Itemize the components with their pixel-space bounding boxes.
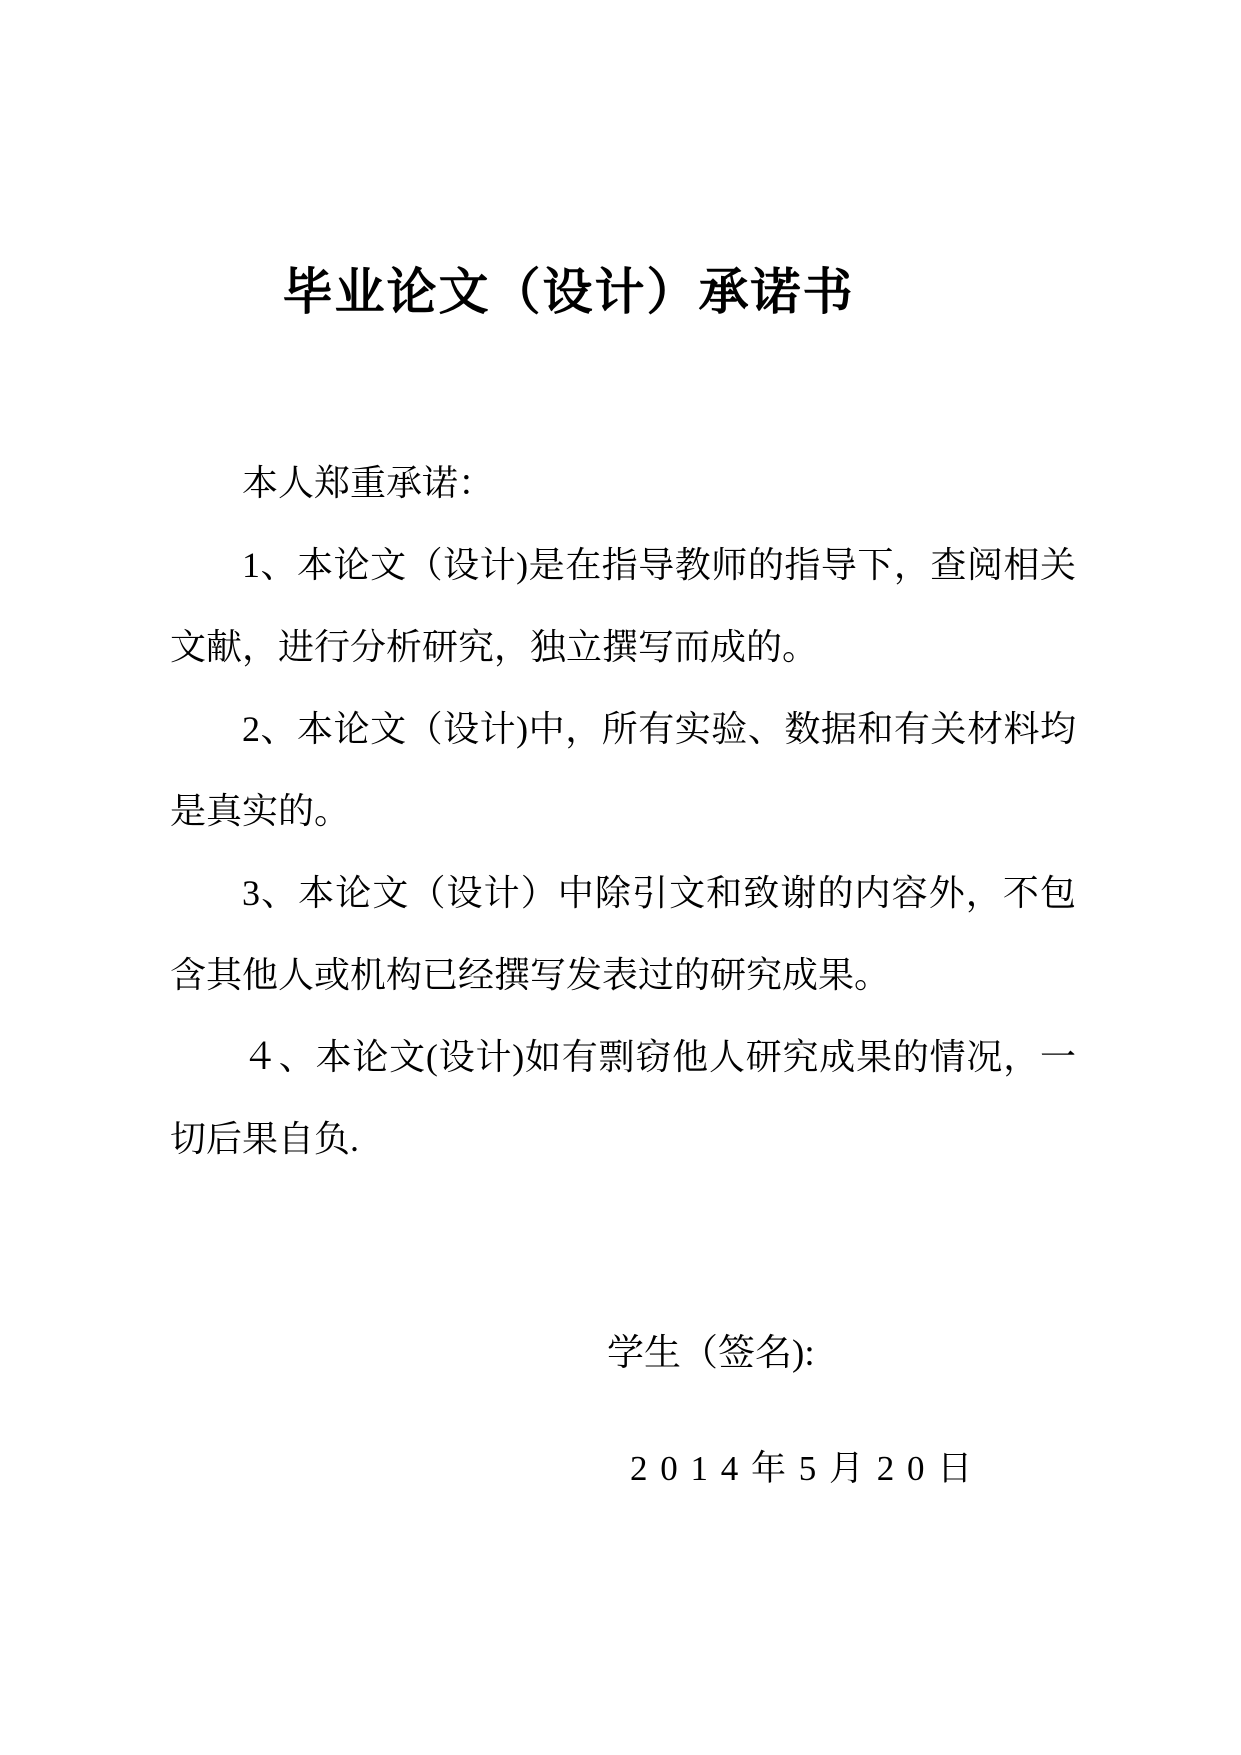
commitment-intro: 本人郑重承诺： [242,463,495,503]
student-signature-label: 学生（签名): [607,1333,815,1374]
clause-2: 2、本论文（设计)中，所有实验、数据和有关材料均是真实的。 [170,709,1076,831]
clause-1: 1、本论文（设计)是在指导教师的指导下，查阅相关文献，进行分析研究，独立撰写而成的。 [170,545,1076,667]
document-body [170,442,1076,1180]
page-title: 毕业论文（设计）承诺书 [282,263,855,321]
clause-4: ４、本论文(设计)如有剽窃他人研究成果的情况，一切后果自负. [170,1037,1076,1159]
clause-3: 3、本论文（设计）中除引文和致谢的内容外，不包含其他人或机构已经撰写发表过的研究成果。 [170,873,1076,995]
date-line: 2 0 1 4 年 5 月 2 0 日 [630,1449,975,1489]
